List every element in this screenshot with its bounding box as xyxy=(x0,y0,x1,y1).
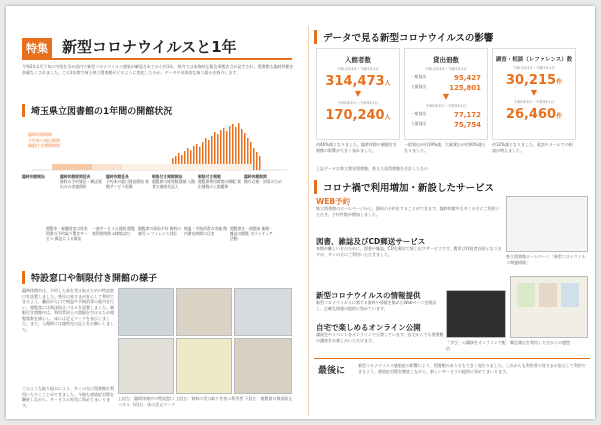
legend-item: 予約本の貸出期間 xyxy=(28,137,60,143)
section-opening-status-heading: 埼玉県立図書館の1年間の開館状況 xyxy=(22,104,172,117)
stat-range: 令和元年4月〜令和2年1月 xyxy=(513,66,555,70)
website-caption: 県立図書館ホームページ「新型コロナウイルス関連情報」 xyxy=(506,254,586,265)
photo-seating xyxy=(234,338,292,394)
photo-counter xyxy=(234,288,292,336)
down-arrow-icon: ▼ xyxy=(354,89,362,98)
feature-tag: 特集 xyxy=(22,38,52,58)
stat-title: 調査・相談（レファレンス）数 xyxy=(495,57,573,63)
closing-heading: 最後に xyxy=(318,366,346,376)
special-window-text: 臨時休館中は、予約した本を受け取るための特設窓口を設置しました。県民の皆さまが安心して利用できるよう、職員が入口で検温や手指消毒の案内を行い、閲覧席には飛沫防止パネルを設置しました。制限付き開館中は、利用者同士の間隔を空けるため閲覧席数を減らし、床には足元マークを表示しました。また、入館時には連絡先の記入をお願いしました。 xyxy=(22,288,114,332)
timeline-note: 一部サービスの再開 閲覧席利用時間 1時間以内 xyxy=(92,226,135,236)
section-services-heading: コロナ禍で利用増加・新設したサービス xyxy=(314,180,494,194)
data-footnote: 上記データは県立熊谷図書館、県立久喜図書館を合計したもの xyxy=(316,166,428,171)
lecture-caption: 「学び」の講演をオンラインで配信 xyxy=(446,340,506,351)
stat-range: 令和2年4月〜令和3年1月 xyxy=(337,101,379,105)
section-data-heading: データで見る新型コロナウイルスの影響 xyxy=(314,30,493,44)
stat-loans xyxy=(404,48,488,140)
stat-row: 一般貸出 95,427 xyxy=(411,74,481,82)
stat-range: 令和2年4月〜令和3年1月 xyxy=(425,104,467,108)
page-title: 新型コロナウイルスと1年 xyxy=(62,38,237,56)
stat-visitors xyxy=(316,48,400,140)
online-event-text: 講演会やイベントをオンラインで公開しています。自宅からでも図書館の講座をお楽しみいただけます。 xyxy=(316,332,444,343)
web-reservation-heading: WEB予約 xyxy=(316,197,351,206)
website-screenshot xyxy=(506,196,588,252)
stat-before: 30,215件 xyxy=(505,73,563,88)
stat-title: 貸出冊数 xyxy=(433,56,459,64)
stat-before: 314,473人 xyxy=(325,74,391,89)
covid-info-text: 新型コロナウイルスに関する資料や情報を集めたWebページを開設し、正確な情報の提供に努めています。 xyxy=(316,300,437,311)
stat-row: 大量貸出 75,754 xyxy=(411,121,481,129)
stat-note: 約46%減となりました。臨時休館や制限付き開館の影響が大きく表れました。 xyxy=(316,142,397,153)
timeline-note: 閲覧室・視聴覚室は休室 図書の予約取り置きサービス 郵送による貸出 xyxy=(46,226,88,241)
opening-timeline xyxy=(22,174,294,264)
timeline-item: 制限付き開館開始 閲覧席の座席数削減 入館者の連絡先記入 xyxy=(152,174,195,189)
timeline-item: 制限付き開館 閲覧席利用時間の制限 貸出冊数の上限緩和 xyxy=(198,174,241,189)
timeline-note: 検温・手指消毒の実施 館内滞在時間の目安 xyxy=(184,226,227,236)
timeline-note: 閲覧席を一部開放 新聞・雑誌の閲覧 ボランティア活動 xyxy=(230,226,273,241)
stat-reference xyxy=(492,48,576,140)
stat-note: 約12%減となりました。電話やメールでの相談が増えました。 xyxy=(492,142,573,153)
special-window-text-2: このような取り組みにより、多くの方に図書館を利用いただくことができました。今後も感染症対策を継続しながら、サービスの充実に努めてまいります。 xyxy=(22,386,114,408)
mail-service-text: 来館が難しい方のために、図書や雑誌、CDを郵送で貸し出すサービスです。費用は利用者負担となりますが、多くの方にご利用いただきました。 xyxy=(316,246,502,257)
stat-range: 令和元年4月〜令和2年1月 xyxy=(425,67,467,71)
section-special-window-heading: 特設窓口や制限付き開館の様子 xyxy=(22,271,157,284)
stat-row: 一般貸出 77,172 xyxy=(411,111,481,119)
stat-note: 一般貸出が約19%減、大量貸出が約40%減となりました。 xyxy=(404,142,486,153)
covid-info-heading: 新型コロナウイルスの情報提供 xyxy=(316,291,421,300)
intro-text: 令和2年2月下旬に中国を含め国内で新型コロナウイルス感染が確認されてから約1年。県内では本格的な緊急事態宣言が発令され、図書館も臨時休館を余儀なくされました。この1年間で埼玉県立図書館がどのように変化したのか、データや具体的な取り組みを紹介します。 xyxy=(22,64,294,75)
timeline-item: 臨時休館延長 予約本の窓口貸出開始 来館サービス再開 xyxy=(106,174,149,189)
feedback-caption: 郵送貸出を利用した方からの感想 xyxy=(510,340,570,345)
down-arrow-icon: ▼ xyxy=(530,88,538,97)
closing-text: 新型コロナウイルス感染症の影響により、図書館のあり方も大きく変わりました。これからも利用者の皆さまが安心して利用できるよう、感染症対策を徹底しながら、新しいサービスの提供に努めてまいります。 xyxy=(358,363,586,374)
photo-panels xyxy=(118,338,174,394)
stat-after: 170,240人 xyxy=(325,108,391,123)
timeline-item: 臨時休館期間延長 資料の予約貸出・郵送貸出のみ実施開始 xyxy=(60,174,102,189)
chart-legend xyxy=(28,132,60,149)
online-event-heading: 自宅で楽しめるオンライン公開 xyxy=(316,323,421,332)
photo-floor-marks xyxy=(176,338,232,394)
photo-caption: 上段左：臨時休館中の特設窓口 上段右：資料の受け取りを待つ利用者 下段左：閲覧席の飛沫防止パネル 下段右：床の足元マーク xyxy=(118,396,293,407)
stat-after: 26,460件 xyxy=(505,107,563,122)
page-sheet xyxy=(6,6,595,419)
photo-mail-feedback xyxy=(510,276,588,338)
timeline-item: 臨時休館開始 xyxy=(22,174,45,179)
column-divider xyxy=(308,26,309,416)
stat-title: 入館者数 xyxy=(345,56,371,64)
web-reservation-text: 県立図書館のホームページから、資料の予約をすることができます。臨時休館中も多くの方にご利用いただき、予約件数が増加しました。 xyxy=(316,206,500,217)
legend-item: 制限付き開館期間 xyxy=(28,143,60,148)
photo-special-window xyxy=(118,288,174,336)
photo-waiting-patrons xyxy=(176,288,232,336)
closing-box xyxy=(314,358,590,416)
stat-range: 令和2年4月〜令和3年1月 xyxy=(513,100,555,104)
stat-range: 令和元年4月〜令和2年1月 xyxy=(337,67,379,71)
down-arrow-icon: ▼ xyxy=(442,92,450,101)
timeline-item: 臨時休館期間 館内点検・消毒のため xyxy=(244,174,282,184)
legend-item: 臨時休館期間 xyxy=(28,132,52,137)
timeline-note: 閲覧席の事前予約 資料の複写 レファレンス対応 xyxy=(138,226,181,236)
title-underline xyxy=(22,58,292,60)
stat-row: 大量貸出 125,801 xyxy=(411,84,481,92)
mail-service-heading: 図書、雑誌及びCD郵送サービス xyxy=(316,237,426,246)
photo-online-lecture xyxy=(446,290,506,338)
